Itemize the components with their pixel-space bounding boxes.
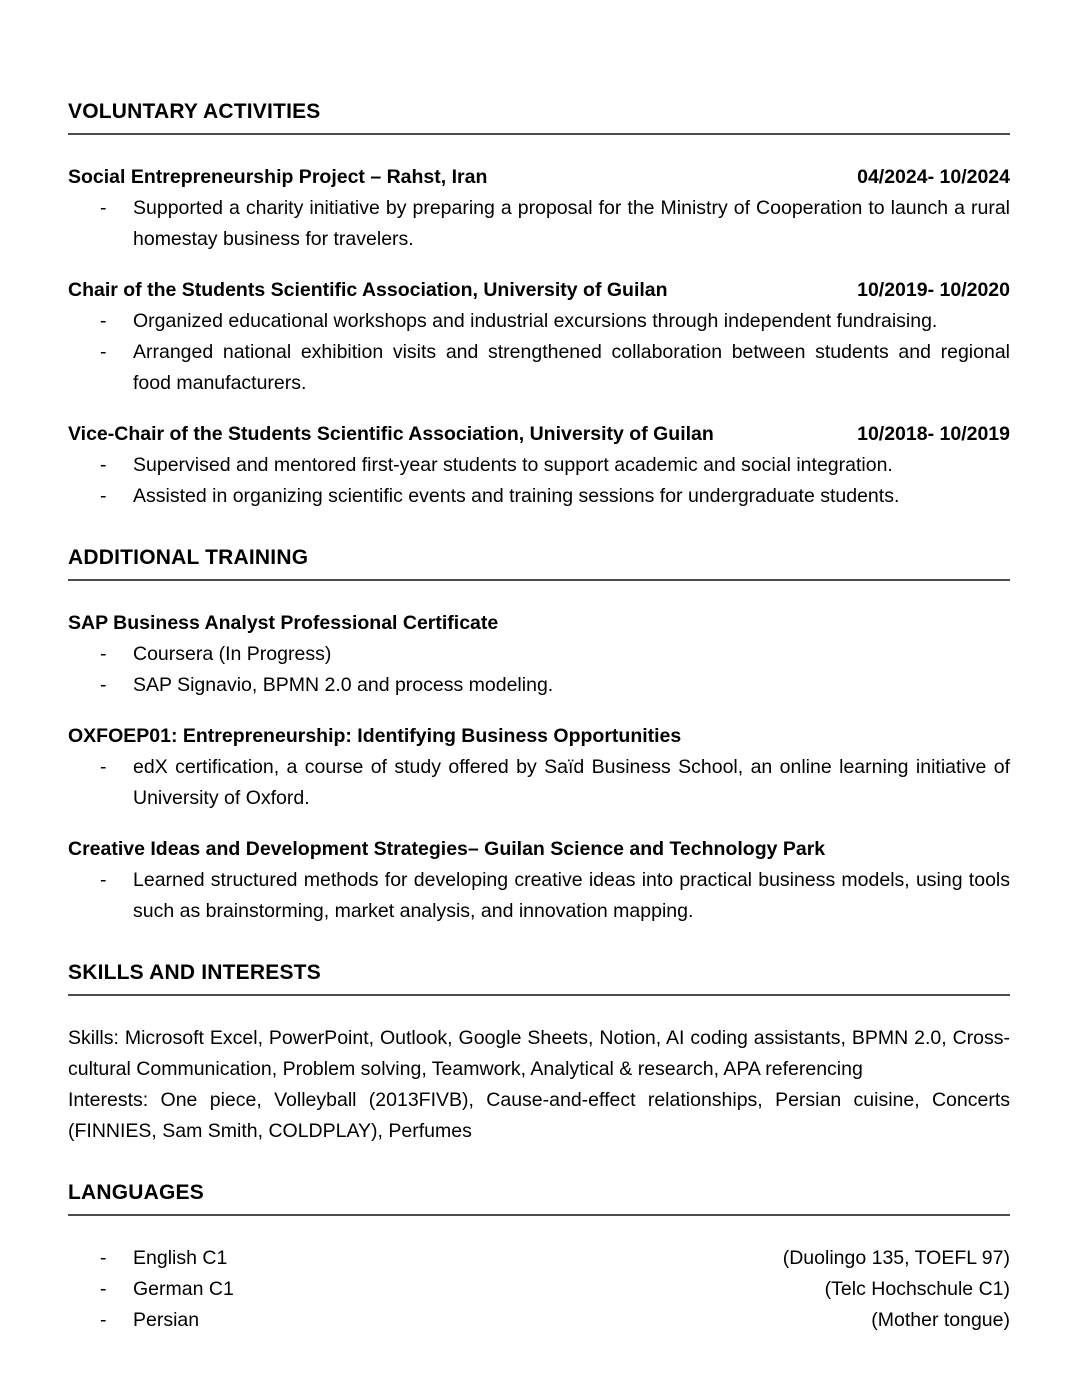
bullet-item [100,193,1010,255]
language-item-german [100,1274,1010,1305]
entry-title: Social Entrepreneurship Project – Rahst, Iran [68,166,488,188]
language-note: (Duolingo 135, TOEFL 97) [782,1247,1010,1269]
entry-vice-chair-association [68,419,1010,512]
bullet-item [100,337,1010,399]
language-note: (Mother tongue) [871,1309,1010,1331]
bullet-item [100,481,1010,512]
entry-title: SAP Business Analyst Professional Certificate [68,612,499,634]
entry-chair-association [68,275,1010,399]
bullet-marker: - [100,1309,107,1331]
entry-social-entrepreneurship [68,162,1010,255]
language-item-persian [100,1305,1010,1336]
bullet-marker: - [100,674,107,696]
entry-date: 04/2024- 10/2024 [857,166,1010,188]
entry-header [68,834,1010,865]
bullet-marker: - [100,485,107,507]
entry-header [68,275,1010,306]
bullet-marker: - [100,197,107,219]
language-item-english [100,1243,1010,1274]
bullet-text: edX certification, a course of study offered by Saïd Business School, an online learning initiative of University of Oxford. [133,756,1010,809]
section-skills-interests [68,961,1010,1147]
bullet-item [100,639,1010,670]
entry-header [68,721,1010,752]
bullet-text: SAP Signavio, BPMN 2.0 and process modeling. [133,674,554,696]
bullet-text: Supervised and mentored first-year students to support academic and social integration. [133,454,893,476]
bullet-marker: - [100,310,107,332]
entry-sap-certificate [68,608,1010,701]
bullet-item [100,865,1010,927]
skills-paragraph: Skills: Microsoft Excel, PowerPoint, Outlook, Google Sheets, Notion, AI coding assistants, BPMN 2.0, Cross-cultural Communication, Problem solving, Teamwork, Analytical & research, APA referencing [68,1027,1010,1080]
entry-oxfoep01 [68,721,1010,814]
language-note: (Telc Hochschule C1) [824,1278,1010,1300]
entry-header [68,162,1010,193]
entry-title: Creative Ideas and Development Strategies– Guilan Science and Technology Park [68,838,826,860]
bullet-marker: - [100,869,107,891]
bullet-marker: - [100,1247,107,1269]
bullet-marker: - [100,643,107,665]
entry-date: 10/2018- 10/2019 [857,423,1010,445]
bullet-marker: - [100,756,107,778]
entry-title: OXFOEP01: Entrepreneurship: Identifying Business Opportunities [68,725,682,747]
entry-header [68,608,1010,639]
bullet-item [100,752,1010,814]
section-additional-training [68,546,1010,927]
bullet-marker: - [100,341,107,363]
entry-header [68,419,1010,450]
section-languages [68,1181,1010,1336]
language-name: German C1 [133,1278,234,1300]
language-name: Persian [133,1309,200,1331]
bullet-text: Arranged national exhibition visits and strengthened collaboration between students and regional food manufacturers. [133,341,1010,394]
section-heading-skills-interests: SKILLS AND INTERESTS [68,961,1010,996]
section-heading-voluntary-activities: VOLUNTARY ACTIVITIES [68,100,1010,135]
bullet-item [100,670,1010,701]
bullet-item [100,306,1010,337]
bullet-text: Coursera (In Progress) [133,643,332,665]
bullet-text: Organized educational workshops and industrial excursions through independent fundraising. [133,310,938,332]
section-voluntary-activities [68,100,1010,512]
bullet-marker: - [100,1278,107,1300]
interests-paragraph: Interests: One piece, Volleyball (2013FIVB), Cause-and-effect relationships, Persian cuisine, Concerts (FINNIES, Sam Smith, COLDPLAY), Perfumes [68,1089,1010,1142]
entry-title: Vice-Chair of the Students Scientific Association, University of Guilan [68,423,714,445]
bullet-marker: - [100,454,107,476]
section-heading-languages: LANGUAGES [68,1181,1010,1216]
bullet-text: Learned structured methods for developing creative ideas into practical business models, using tools such as brainstorming, market analysis, and innovation mapping. [133,869,1010,922]
entry-creative-ideas [68,834,1010,927]
language-name: English C1 [133,1247,228,1269]
entry-date: 10/2019- 10/2020 [857,279,1010,301]
entry-title: Chair of the Students Scientific Association, University of Guilan [68,279,668,301]
bullet-text: Assisted in organizing scientific events and training sessions for undergraduate students. [133,485,900,507]
section-heading-additional-training: ADDITIONAL TRAINING [68,546,1010,581]
bullet-item [100,450,1010,481]
bullet-text: Supported a charity initiative by preparing a proposal for the Ministry of Cooperation to launch a rural homestay business for travelers. [133,197,1010,250]
